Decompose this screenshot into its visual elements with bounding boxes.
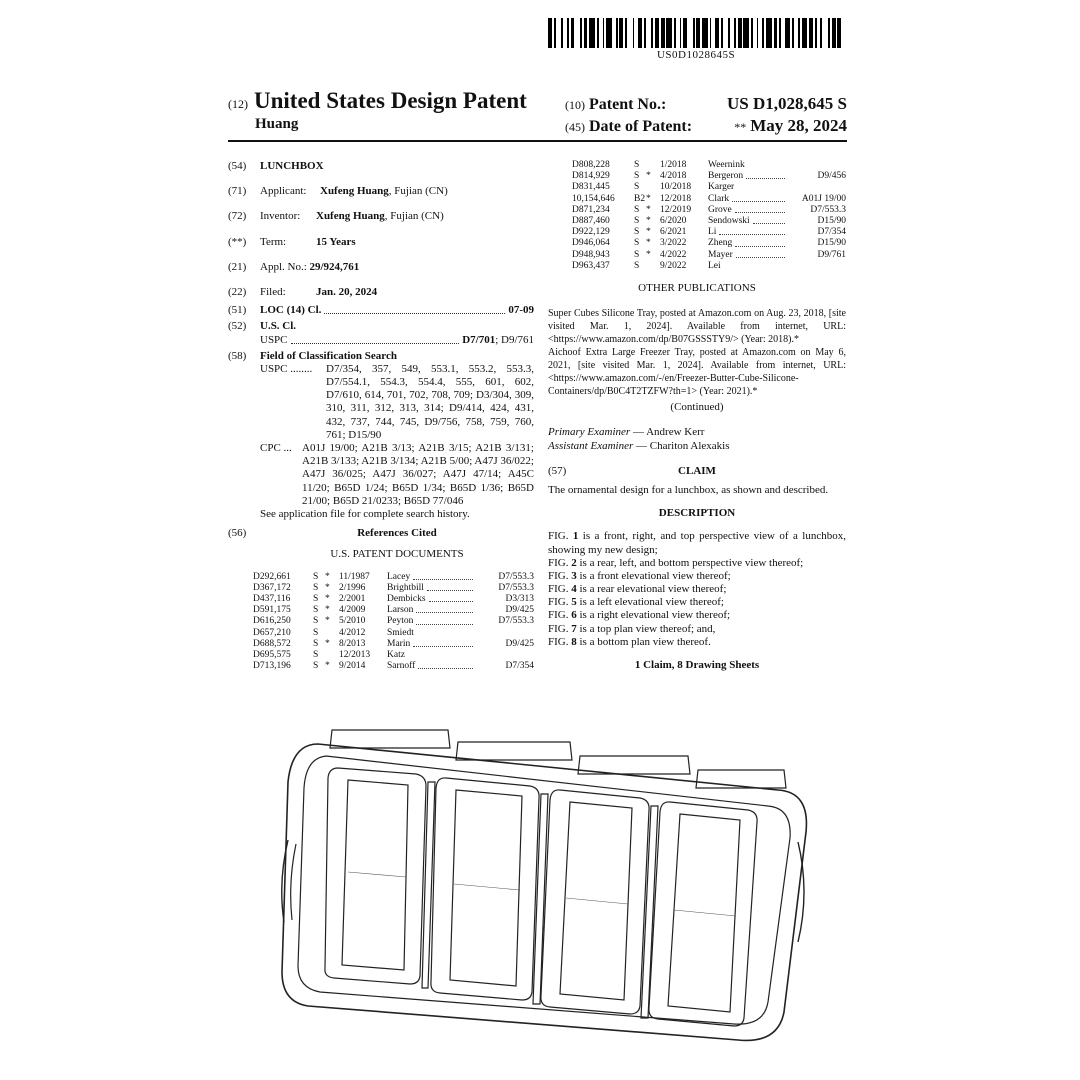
reference-date: 4/2012 <box>339 627 366 638</box>
reference-class: D9/425 <box>505 605 534 616</box>
reference-kind: S <box>634 171 640 182</box>
uspc-main: D7/701 <box>462 333 496 346</box>
references-list-right <box>572 160 846 272</box>
reference-date: 6/2021 <box>660 227 687 238</box>
reference-row <box>253 583 534 594</box>
reference-number: D713,196 <box>253 661 291 672</box>
reference-date: 1/2018 <box>660 160 687 170</box>
patent-number-label: Patent No.: <box>589 96 667 113</box>
term-value: 15 Years <box>316 235 356 248</box>
reference-row <box>572 216 846 227</box>
reference-row <box>572 171 846 182</box>
patent-title-line <box>228 88 527 114</box>
reference-name: Weernink <box>708 160 745 170</box>
reference-kind: S <box>313 649 319 660</box>
reference-kind: S <box>313 593 319 604</box>
figure-number: 1 <box>572 530 579 543</box>
reference-class <box>788 261 846 272</box>
reference-kind: S <box>313 638 319 649</box>
publication-2: Aichoof Extra Large Freezer Tray, posted at Amazon.com on May 6, 2021, [site visited Mar. 1, 2024]. Available from internet, URL: <https://www.amazon.com/-/en/Freezer-Butter-Cube-Silicone-Containers/dp/B0C4T2TZFW?th=1> (Year: 2021).* <box>548 347 846 398</box>
reference-number: D657,210 <box>253 627 291 638</box>
figure-description: FIG. 1 is a front, right, and top perspective view of a lunchbox, showing my new design; <box>548 530 846 556</box>
reference-number: 10,154,646 <box>572 193 615 204</box>
reference-name: Sarnoff <box>387 661 416 672</box>
references-list-left <box>253 572 534 673</box>
reference-name: Katz <box>387 649 405 660</box>
reference-kind: S <box>313 582 319 593</box>
reference-cited-by-examiner: * <box>646 238 651 249</box>
date-of-patent: May 28, 2024 <box>750 116 847 135</box>
reference-date: 2/2001 <box>339 593 366 604</box>
reference-kind: S <box>634 160 640 170</box>
figure-description: FIG. 7 is a top plan view thereof; and, <box>548 622 716 635</box>
reference-date: 4/2018 <box>660 171 687 182</box>
appl-no-value: 29/924,761 <box>309 260 360 273</box>
reference-cited-by-examiner: * <box>325 661 330 672</box>
field-filed: (22) Filed: Jan. 20, 2024 <box>228 285 378 298</box>
reference-kind: S <box>634 238 640 249</box>
continued-label: (Continued) <box>670 401 724 414</box>
reference-name: Grove <box>708 204 732 215</box>
reference-name: Bergeron <box>708 171 744 182</box>
reference-date: 12/2013 <box>339 649 371 660</box>
reference-number: D887,460 <box>572 216 610 227</box>
reference-class: D7/354 <box>817 227 846 238</box>
reference-class <box>788 160 846 171</box>
uspc-search-list: D7/354, 357, 549, 553.1, 553.2, 553.3, D7/554.1, 554.3, 554.4, 555, 601, 602, D7/610, 614, 701, 702, 708, 709; D3/304, 309, 310, 311, 312, 313, 314; D9/414, 424, 431, 432, 737, 744, 745, D9/756, 758, 759, 760, 761; D15/90 <box>326 362 534 441</box>
figure-description: FIG. 4 is a rear elevational view thereof; <box>548 583 727 596</box>
reference-row <box>572 250 846 261</box>
field-term: (**) Term: 15 Years <box>228 235 356 248</box>
reference-number: D922,129 <box>572 227 610 238</box>
figure-number: 4 <box>571 583 577 596</box>
reference-name: Marin <box>387 638 411 649</box>
reference-row <box>253 616 534 627</box>
reference-kind: S <box>313 571 319 582</box>
reference-name: Larson <box>387 605 414 616</box>
reference-date: 8/2013 <box>339 638 366 649</box>
inid-code: (10) <box>565 98 585 112</box>
reference-kind: S <box>313 605 319 616</box>
reference-row <box>253 650 534 661</box>
reference-row <box>572 205 846 216</box>
cpc-search-list: A01J 19/00; A21B 3/13; A21B 3/15; A21B 3/131; A21B 3/133; A21B 3/134; A21B 5/00; A47J 36/022; A47J 36/025; A47J 36/027; A47J 47/14; A45C 11/20; B65D 1/24; B65D 1/34; B65D 1/36; B65D 21/00; B65D 21/0233; B65D 77/046 <box>302 442 534 507</box>
reference-date: 6/2020 <box>660 216 687 227</box>
reference-number: D948,943 <box>572 249 610 260</box>
reference-cited-by-examiner <box>646 182 660 193</box>
reference-number: D814,929 <box>572 171 610 182</box>
reference-name: Brightbill <box>387 582 424 593</box>
lid-tabs <box>330 730 786 788</box>
figure-number: 2 <box>571 556 577 569</box>
reference-class: D15/90 <box>817 238 846 249</box>
reference-row <box>253 628 534 639</box>
reference-name: Lacey <box>387 571 411 582</box>
reference-date: 9/2022 <box>660 260 687 271</box>
applicant-name: Xufeng Huang <box>320 185 389 198</box>
reference-date: 4/2009 <box>339 605 366 616</box>
left-column <box>228 160 534 672</box>
figure-descriptions <box>548 530 846 649</box>
reference-name: Clark <box>708 193 730 204</box>
barcode-number: US0D1028645S <box>656 49 736 61</box>
reference-date: 9/2014 <box>339 661 366 672</box>
reference-cited-by-examiner: * <box>646 216 651 227</box>
filed-value: Jan. 20, 2024 <box>316 285 378 298</box>
reference-class: D7/553.3 <box>498 582 534 593</box>
reference-row <box>572 160 846 171</box>
reference-cited-by-examiner: * <box>325 605 330 616</box>
inventor-surname: Huang <box>255 116 299 132</box>
reference-number: D963,437 <box>572 260 610 271</box>
reference-date: 11/1987 <box>339 571 370 582</box>
description-heading: DESCRIPTION <box>658 507 736 520</box>
date-of-patent-line <box>565 116 847 136</box>
reference-cited-by-examiner: * <box>646 193 651 204</box>
reference-cited-by-examiner: * <box>325 638 330 649</box>
figure-number: 8 <box>571 635 577 648</box>
reference-kind: S <box>634 204 640 215</box>
reference-number: D831,445 <box>572 182 610 193</box>
reference-row <box>572 194 846 205</box>
figure-number: 5 <box>571 596 577 609</box>
figure-description: FIG. 2 is a rear, left, and bottom perspective view thereof; <box>548 556 804 569</box>
reference-class: D7/553.3 <box>498 616 534 627</box>
patent-number: US D1,028,645 S <box>727 94 847 113</box>
reference-number: D946,064 <box>572 238 610 249</box>
reference-row <box>572 182 846 193</box>
reference-class <box>788 182 846 193</box>
reference-kind: B2 <box>634 193 646 204</box>
reference-row <box>572 238 846 249</box>
lunchbox-drawing <box>278 722 810 1048</box>
reference-cited-by-examiner <box>325 628 339 639</box>
figure-description: FIG. 8 is a bottom plan view thereof. <box>548 635 711 648</box>
reference-kind: S <box>634 182 640 193</box>
reference-name: Mayer <box>708 249 733 260</box>
reference-number: D292,661 <box>253 571 291 582</box>
reference-row <box>572 261 846 272</box>
reference-cited-by-examiner: * <box>325 582 330 593</box>
reference-name: Li <box>708 227 717 238</box>
reference-number: D367,172 <box>253 582 291 593</box>
reference-row <box>253 605 534 616</box>
field-classification-search: (58) Field of Classification Search USPC ........ D7/354, 357, 549, 553.1, 553.2, 553.3, D7/554.1, 554.3, 554.4, 555, 601, 602, D7/610, 614, 701, 702, 708, 709; D3/304, 309, 310, 311, 312, 313, 314; D9/414, 424, 431, 432, 737, 744, 745, D9/756, 758, 759, 760, 761; D15/90 CPC ... A01J 19/00; A21B 3/13; A21B 3/15; A21B 3/131; A21B 3/133; A21B 3/134; A21B 5/00; A47J 36/022; A47J 36/025; A47J 36/027; A47J 47/14; A45C 11/20; B65D 1/24; B65D 1/34; B65D 1/36; B65D 21/00; B65D 21/0233; B65D 77/046 See application file for complete search history. <box>228 349 534 520</box>
reference-number: D616,250 <box>253 616 291 627</box>
other-publications-heading: OTHER PUBLICATIONS <box>638 282 756 295</box>
reference-number: D688,572 <box>253 638 291 649</box>
assistant-examiner: Assistant Examiner — Chariton Alexakis <box>548 439 730 452</box>
patent-type-title: United States Design Patent <box>254 88 527 113</box>
claims-sheets-summary: 1 Claim, 8 Drawing Sheets <box>634 659 760 672</box>
reference-cited-by-examiner <box>646 160 660 171</box>
inid-code: (12) <box>228 97 248 111</box>
reference-name: Peyton <box>387 616 414 627</box>
reference-date: 10/2018 <box>660 182 692 193</box>
reference-row <box>572 227 846 238</box>
design-title: LUNCHBOX <box>260 160 324 172</box>
reference-class: D7/553.3 <box>810 204 846 215</box>
figure-number: 6 <box>571 609 577 622</box>
reference-class: D3/313 <box>505 593 534 604</box>
reference-kind: S <box>313 616 319 627</box>
dividers <box>422 782 658 1018</box>
figure-description: FIG. 3 is a front elevational view thereof; <box>548 569 731 582</box>
reference-date: 2/1996 <box>339 582 366 593</box>
figure-number: 7 <box>571 622 577 635</box>
figure-description: FIG. 5 is a left elevational view thereof; <box>548 596 724 609</box>
reference-class <box>476 650 534 661</box>
inid-code: (45) <box>565 120 585 134</box>
reference-number: D695,575 <box>253 649 291 660</box>
reference-row <box>253 572 534 583</box>
primary-examiner: Primary Examiner — Andrew Kerr <box>548 426 705 439</box>
claim-heading: (57) CLAIM <box>548 464 716 477</box>
header-rule <box>228 140 847 142</box>
field-references: (56) References Cited <box>228 527 437 540</box>
reference-kind: S <box>634 249 640 260</box>
reference-name: Karger <box>708 182 735 193</box>
reference-cited-by-examiner <box>646 261 660 272</box>
reference-cited-by-examiner: * <box>646 171 651 182</box>
search-history-note: See application file for complete search history. <box>260 507 470 520</box>
field-loc: (51) LOC (14) Cl. 07-09 <box>228 304 534 317</box>
reference-date: 3/2022 <box>660 238 687 249</box>
reference-name: Lei <box>708 260 721 271</box>
reference-row <box>253 594 534 605</box>
us-patent-docs-heading: U.S. PATENT DOCUMENTS <box>330 548 464 561</box>
publication-1: Super Cubes Silicone Tray, posted at Amazon.com on Aug. 23, 2018, [site visited Mar. 1, 2024]. Available from internet, URL: <https://www.amazon.com/dp/B07GSSSTY9/> (Year: 2018).* <box>548 308 846 346</box>
reference-class: D9/425 <box>505 638 534 649</box>
reference-class <box>476 628 534 639</box>
reference-cited-by-examiner: * <box>646 249 651 260</box>
reference-name: Zheng <box>708 238 733 249</box>
reference-date: 4/2022 <box>660 249 687 260</box>
barcode <box>548 18 844 48</box>
loc-value: 07-09 <box>508 304 534 317</box>
right-column <box>548 160 846 672</box>
field-title: (54) LUNCHBOX <box>228 160 324 172</box>
reference-cited-by-examiner: * <box>325 593 330 604</box>
reference-date: 12/2018 <box>660 193 692 204</box>
reference-date: 5/2010 <box>339 616 366 627</box>
reference-cited-by-examiner: * <box>646 204 651 215</box>
date-label: Date of Patent: <box>589 118 693 135</box>
field-applicant: (71) Applicant: Xufeng Huang, Fujian (CN) <box>228 185 448 198</box>
reference-class: A01J 19/00 <box>801 193 846 204</box>
date-stars: ** <box>734 120 747 134</box>
field-inventor: (72) Inventor: Xufeng Huang, Fujian (CN) <box>228 210 444 223</box>
reference-class: D7/354 <box>505 661 534 672</box>
reference-kind: S <box>634 227 640 238</box>
reference-row <box>253 661 534 672</box>
reference-cited-by-examiner <box>325 650 339 661</box>
patent-number-line <box>565 94 847 114</box>
reference-date: 12/2019 <box>660 204 692 215</box>
reference-kind: S <box>634 216 640 227</box>
field-appl-no: (21) Appl. No.: 29/924,761 <box>228 260 360 273</box>
reference-name: Sendowski <box>708 216 750 227</box>
reference-cited-by-examiner: * <box>325 616 330 627</box>
reference-number: D871,234 <box>572 204 610 215</box>
reference-kind: S <box>634 260 640 271</box>
reference-cited-by-examiner: * <box>325 571 330 582</box>
reference-class: D7/553.3 <box>498 571 534 582</box>
reference-name: Dembicks <box>387 593 426 604</box>
reference-class: D9/456 <box>817 171 846 182</box>
inventor-name: Xufeng Huang <box>316 210 385 223</box>
reference-row <box>253 639 534 650</box>
reference-class: D9/761 <box>817 249 846 260</box>
figure-number: 3 <box>571 569 577 582</box>
reference-number: D437,116 <box>253 593 291 604</box>
reference-name: Smiedt <box>387 627 414 638</box>
reference-number: D591,175 <box>253 605 291 616</box>
reference-number: D808,228 <box>572 160 610 170</box>
reference-cited-by-examiner: * <box>646 227 651 238</box>
claim-text: The ornamental design for a lunchbox, as shown and described. <box>548 483 829 496</box>
figure-description: FIG. 6 is a right elevational view thereof; <box>548 609 731 622</box>
reference-kind: S <box>313 627 319 638</box>
reference-class: D15/90 <box>817 216 846 227</box>
field-us-cl: (52) U.S. Cl. USPC D7/701; D9/761 <box>228 320 534 346</box>
reference-kind: S <box>313 661 319 672</box>
